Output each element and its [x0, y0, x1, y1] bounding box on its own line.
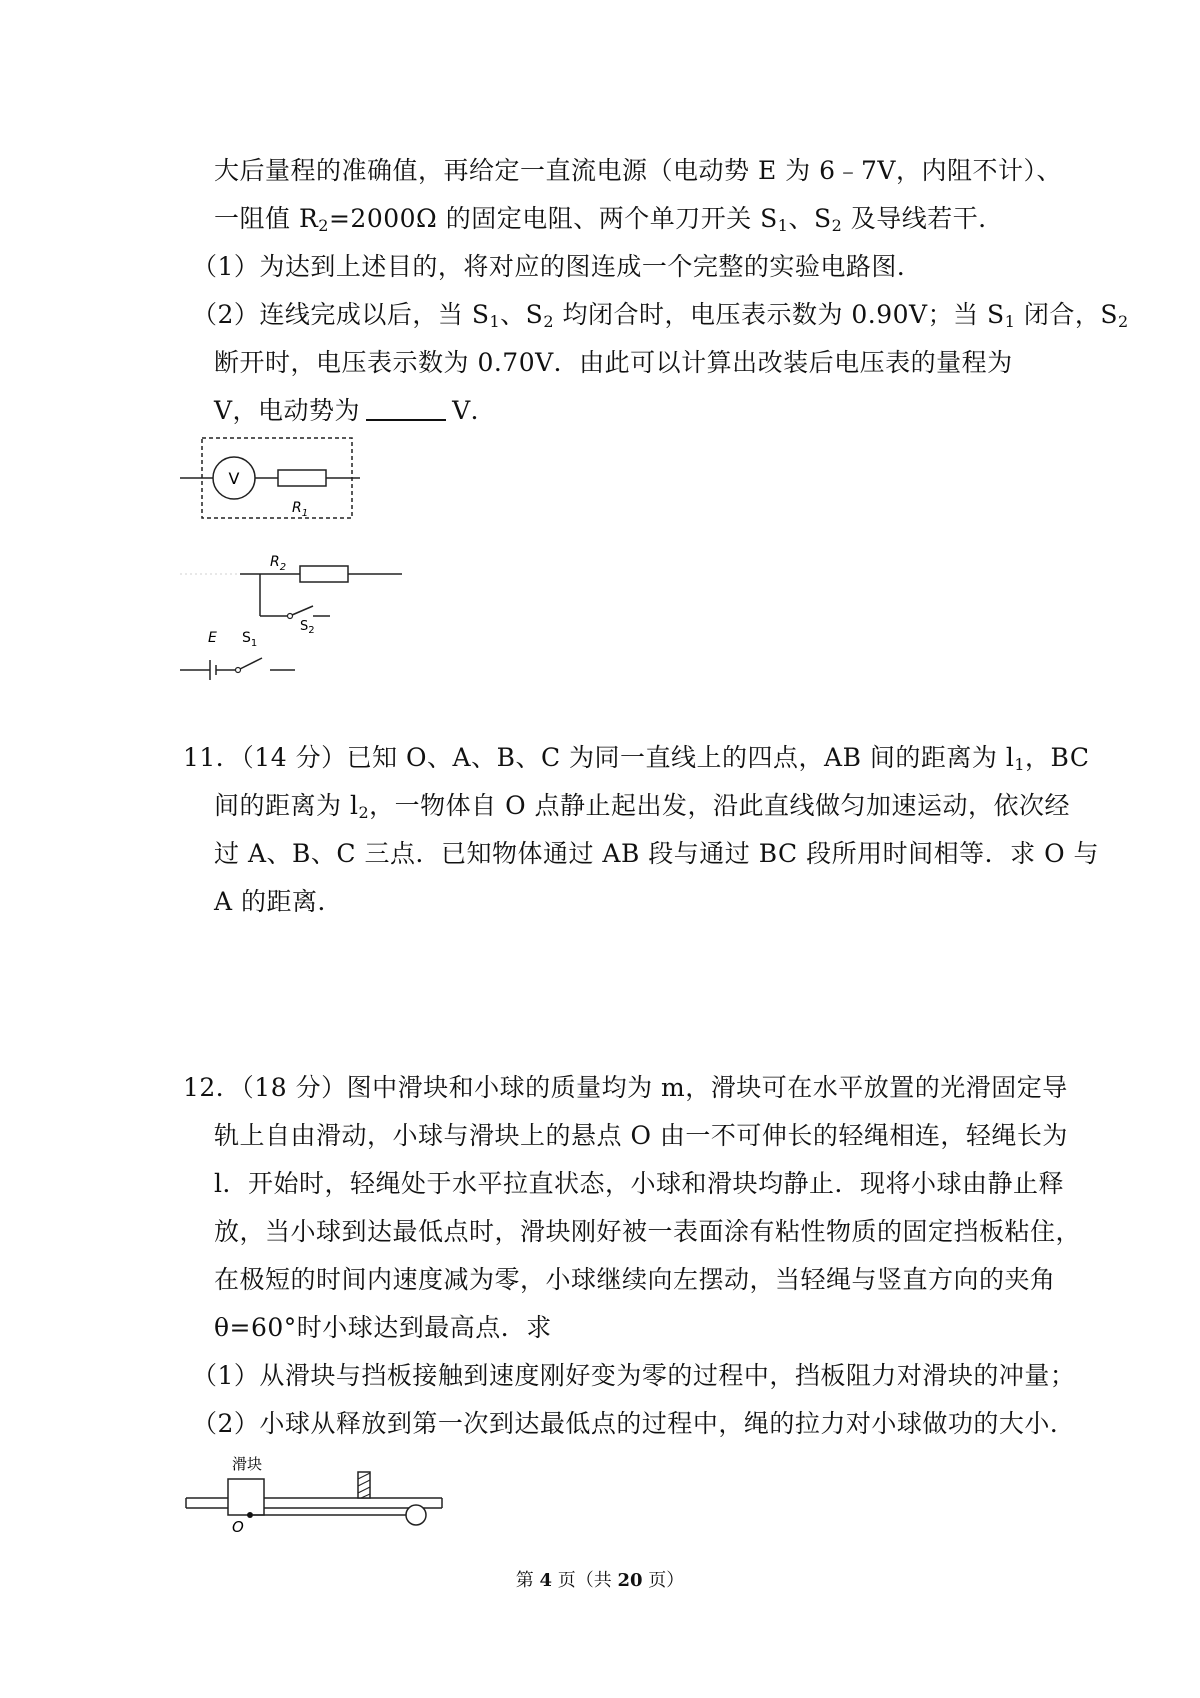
voltmeter-label: V	[228, 469, 240, 488]
switch-s2	[292, 606, 313, 615]
pivot-label: O	[232, 1518, 244, 1536]
r2-label: $R_2$	[270, 554, 287, 573]
answer-blank[interactable]	[366, 395, 446, 421]
switch-s1	[240, 658, 262, 669]
resistor-r1	[278, 470, 326, 486]
s2-label: $S_2$	[300, 619, 315, 636]
s1-label: $S_1$	[242, 630, 258, 649]
total-pages: 20	[617, 1570, 643, 1591]
slider-block	[228, 1479, 264, 1515]
page-footer: 第 4 页（共 20 页）	[515, 1570, 685, 1591]
slider-diagram	[180, 1455, 450, 1535]
q12-line-3: l．开始时，轻绳处于水平拉直状态，小球和滑块均静止．现将小球由静止释	[214, 1169, 1064, 1198]
q12-line-6: θ=60°时小球达到最高点．求	[214, 1313, 552, 1342]
q10-part-2-line-1: （2）连线完成以后，当 $S_1$、$S_2$ 均闭合时，电压表示数为 0.90V；当 $S_1$ 闭合，$S_2$	[192, 300, 1129, 331]
q10-part-1: （1）为达到上述目的，将对应的图连成一个完整的实验电路图．	[192, 252, 923, 281]
q10-part-2-line-3: V，电动势为 V．	[214, 396, 497, 425]
q12-part-1: （1）从滑块与挡板接触到速度刚好变为零的过程中，挡板阻力对滑块的冲量；	[192, 1361, 1076, 1390]
q10-continuation-line-1: 大后量程的准确值，再给定一直流电源（电动势 E 为 6﹣7V，内阻不计）、	[214, 156, 1062, 185]
q12-line-1: 12．（18 分）图中滑块和小球的质量均为 m，滑块可在水平放置的光滑固定导	[183, 1073, 1068, 1102]
slider-label: 滑块	[232, 1455, 263, 1473]
q10-part-2-line-2: 断开时，电压表示数为 0.70V．由此可以计算出改装后电压表的量程为	[214, 348, 1013, 377]
q10-continuation-line-2: 一阻值 $R_2=2000\Omega$ 的固定电阻、两个单刀开关 $S_1$、$S_2$ 及导线若干．	[214, 204, 1004, 235]
q12-part-2: （2）小球从释放到第一次到达最低点的过程中，绳的拉力对小球做功的大小．	[192, 1409, 1076, 1438]
q11-line-1: 11．（14 分）已知 O、A、B、C 为同一直线上的四点，AB 间的距离为 $l_1$，BC	[183, 743, 1090, 774]
circuit-diagram	[180, 430, 430, 680]
resistor-r2	[300, 566, 348, 582]
q11-line-4: A 的距离．	[214, 887, 344, 916]
q12-line-2: 轨上自由滑动，小球与滑块上的悬点 O 由一不可伸长的轻绳相连，轻绳长为	[214, 1121, 1068, 1150]
q11-line-3: 过 A、B、C 三点．已知物体通过 AB 段与通过 BC 段所用时间相等．求 O 与	[214, 839, 1100, 868]
page-number: 4	[539, 1570, 552, 1591]
e-label: E	[208, 630, 217, 646]
q12-line-5: 在极短的时间内速度减为零，小球继续向左摆动，当轻绳与竖直方向的夹角	[214, 1265, 1056, 1294]
q11-line-2: 间的距离为 $l_2$，一物体自 O 点静止起出发，沿此直线做匀加速运动，依次经	[214, 791, 1071, 822]
ball	[406, 1505, 426, 1525]
q12-line-4: 放，当小球到达最低点时，滑块刚好被一表面涂有粘性物质的固定挡板粘住，	[214, 1217, 1082, 1246]
r1-label: $R_1$	[292, 500, 309, 519]
